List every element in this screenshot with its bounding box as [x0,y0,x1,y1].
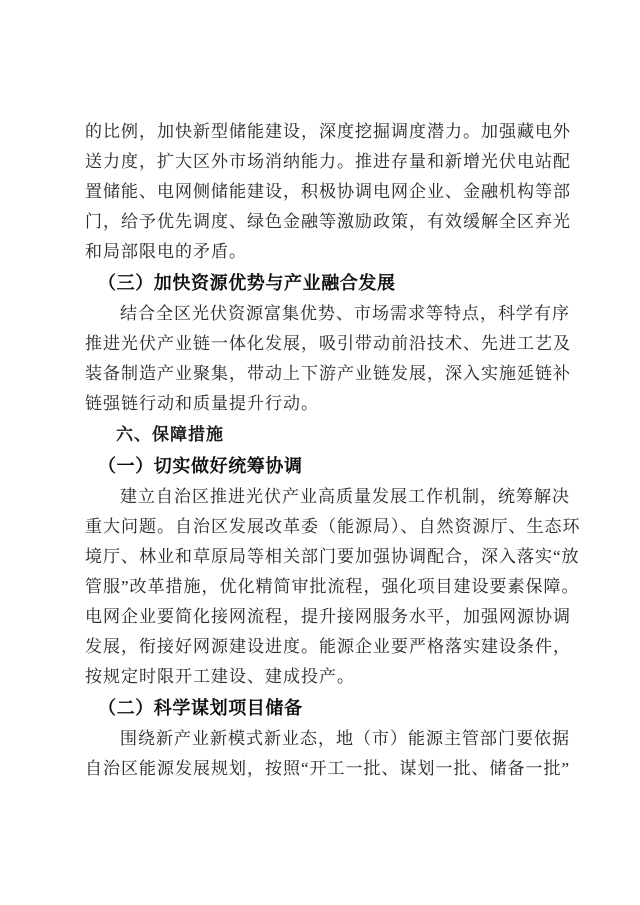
text-line: 建立自治区推进光伏产业高质量发展工作机制，统筹解决 [120,487,570,506]
paragraph [85,724,571,784]
text-line: 推进光伏产业链一体化发展，吸引带动前沿技术、先进工艺及 [85,334,571,353]
text-line: 境厅、林业和草原局等相关部门要加强协调配合，深入落实“放 [85,547,580,566]
text-line: 和局部限电的矛盾。 [85,242,247,261]
paragraph [85,299,571,419]
text-line: 置储能、电网侧储能建设，积极协调电网企业、金融机构等部 [85,182,571,201]
text-line: 链强链行动和质量提升行动。 [85,394,319,413]
sub-heading: （二）科学谋划项目储备 [98,698,303,718]
text-line: 结合全区光伏资源富集优势、市场需求等特点，科学有序 [120,304,570,323]
text-line: 按规定时限开工建设、建成投产。 [85,667,355,686]
document-content [85,117,581,784]
text-line: 重大问题。自治区发展改革委（能源局）、自然资源厅、生态环 [85,517,581,536]
paragraph [85,482,581,692]
sub-heading: （一）切实做好统筹协调 [98,456,303,476]
text-line: 围绕新产业新模式新业态，地（市）能源主管部门要依据 [120,729,570,748]
text-line: 的比例，加快新型储能建设，深度挖掘调度潜力。加强藏电外 [85,122,571,141]
text-line: 送力度，扩大区外市场消纳能力。推进存量和新增光伏电站配 [85,152,571,171]
text-line: 装备制造产业聚集，带动上下游产业链发展，深入实施延链补 [85,364,571,383]
text-line: 门，给予优先调度、绿色金融等激励政策，有效缓解全区弃光 [85,212,571,231]
section-heading: 六、保障措施 [116,425,224,444]
paragraph [85,117,571,267]
sub-heading: （三）加快资源优势与产业融合发展 [98,273,396,293]
text-line: 自治区能源发展规划，按照“开工一批、谋划一批、储备一批” [85,759,571,778]
text-line: 管服”改革措施，优化精简审批流程，强化项目建设要素保障。 [85,577,580,596]
text-line: 发展，衔接好网源建设进度。能源企业要严格落实建设条件， [85,637,571,656]
text-line: 电网企业要简化接网流程，提升接网服务水平，加强网源协调 [85,607,571,626]
